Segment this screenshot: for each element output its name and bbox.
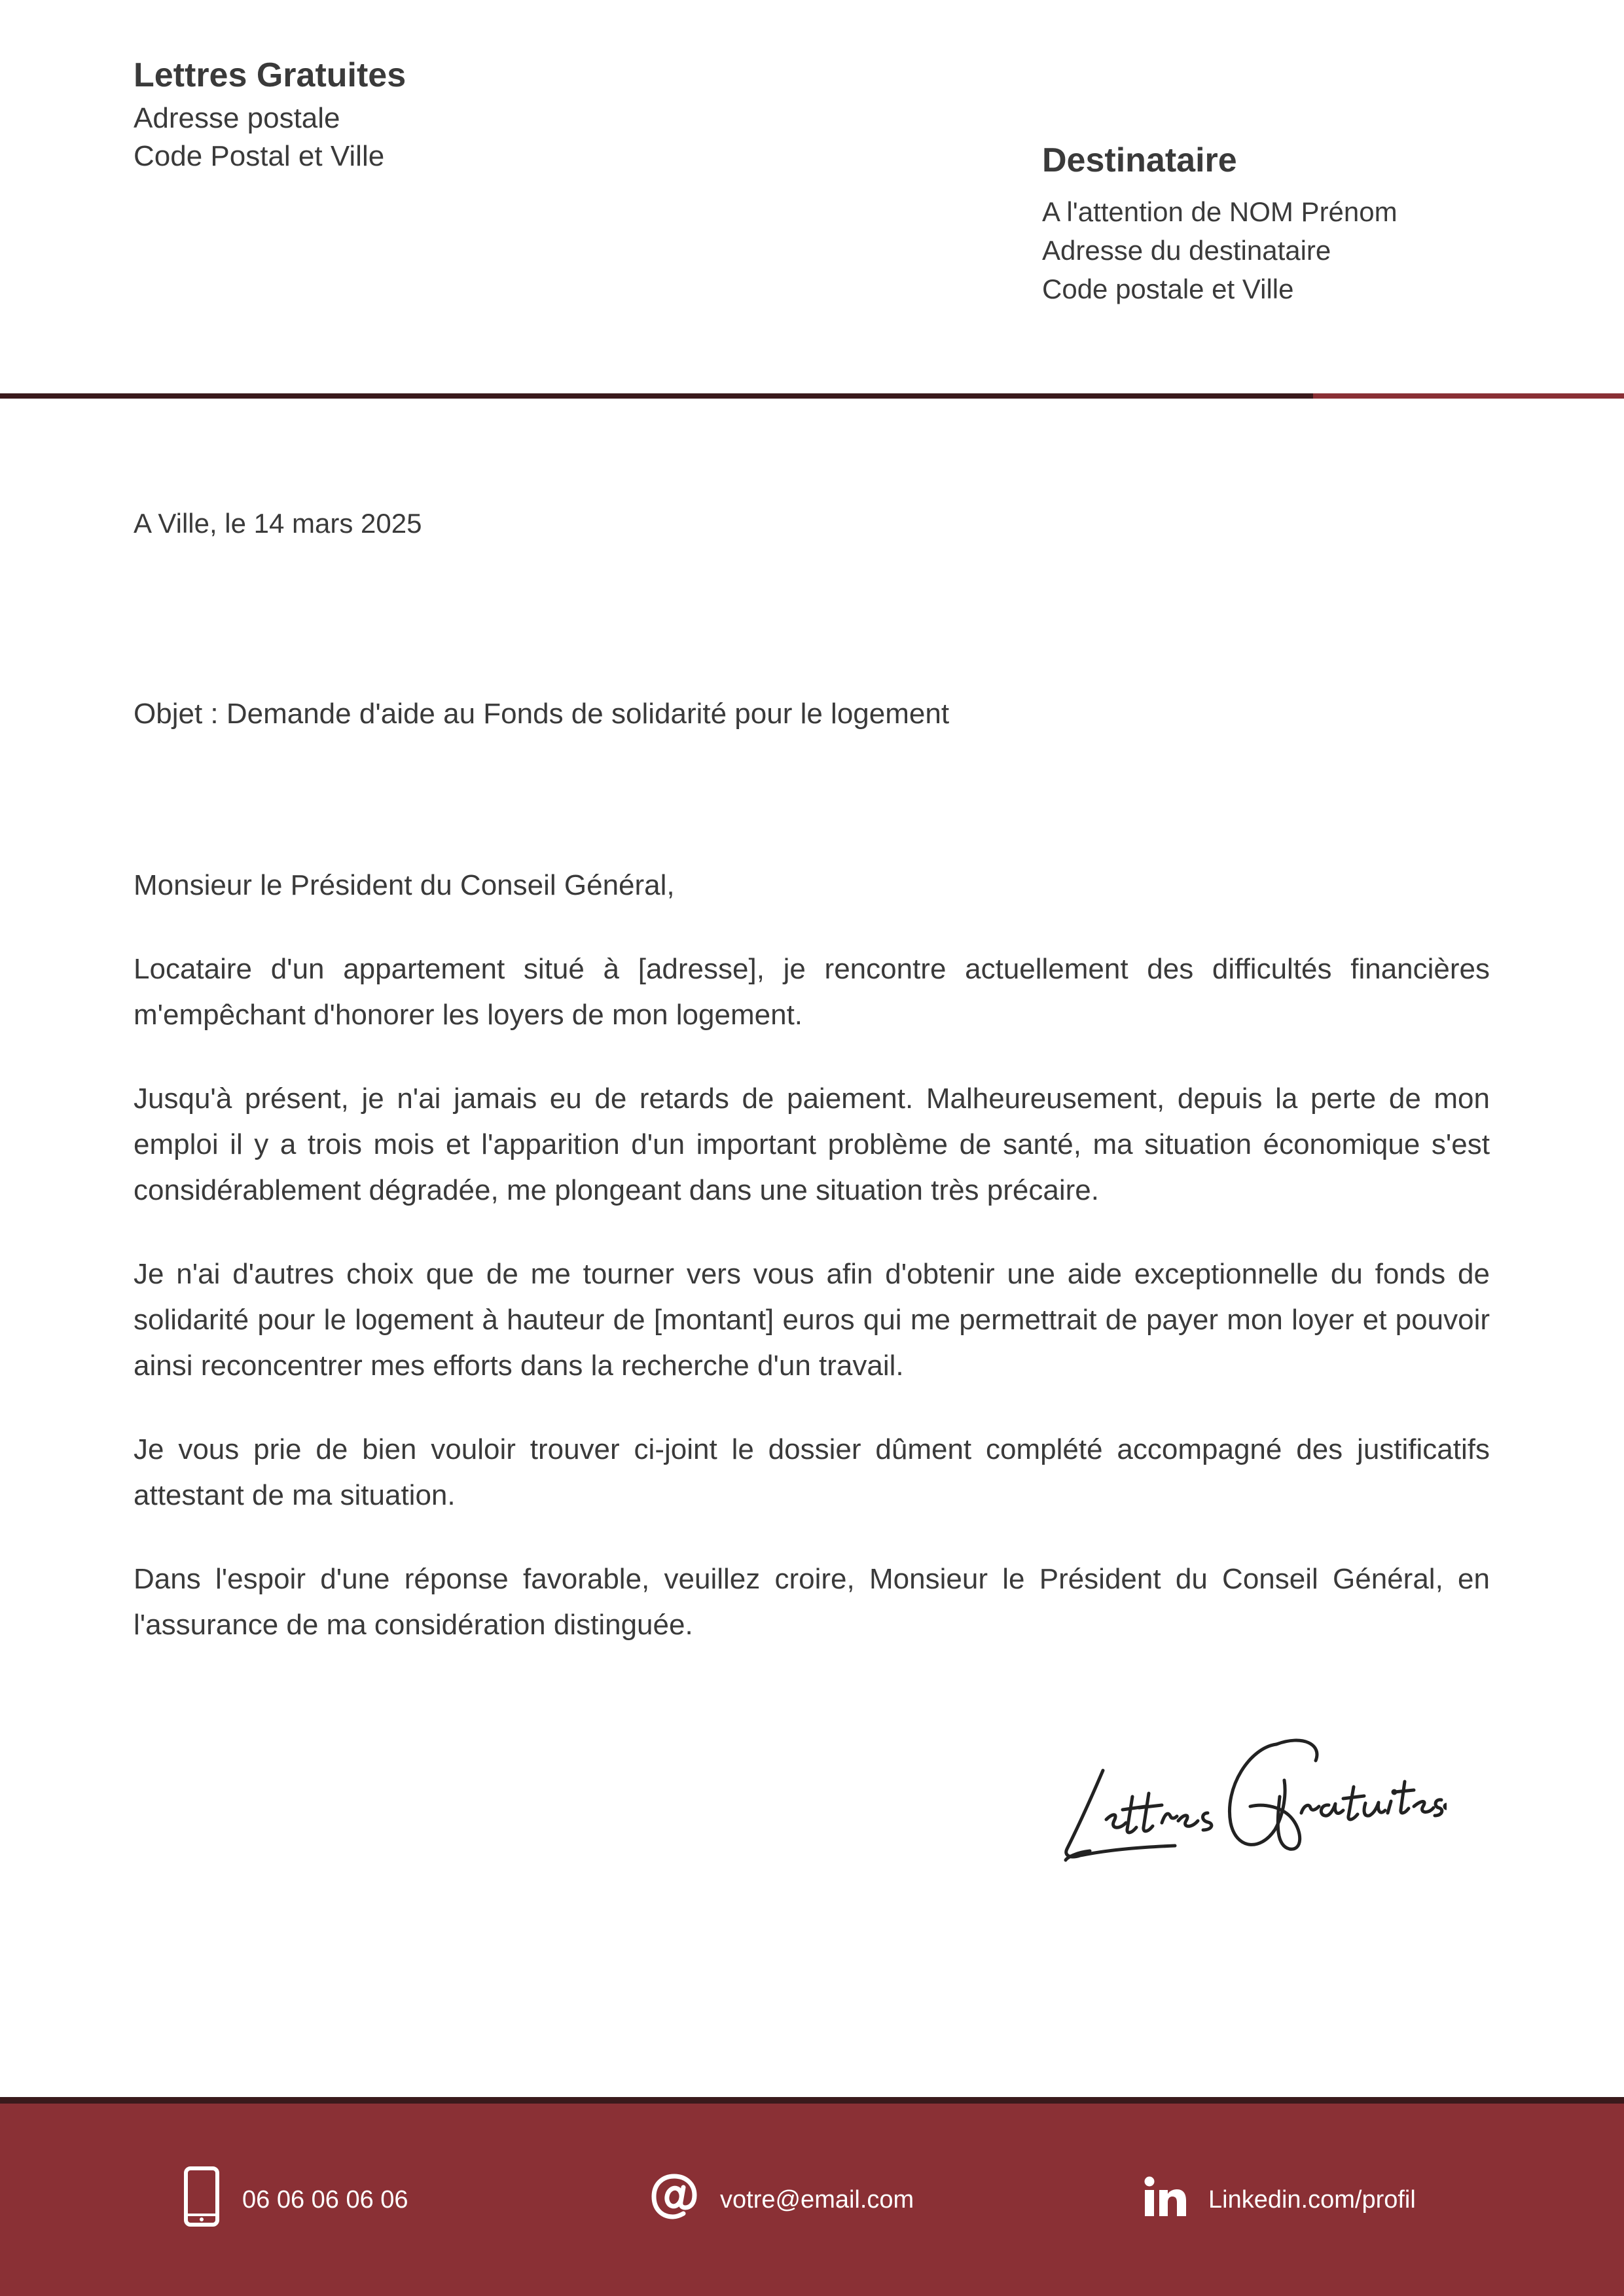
recipient-address: Adresse du destinataire — [1042, 235, 1331, 266]
at-icon — [651, 2173, 698, 2227]
handwritten-signature — [1041, 1708, 1447, 1878]
sender-city: Code Postal et Ville — [134, 140, 385, 172]
header-divider — [0, 393, 1313, 399]
sender-name: Lettres Gratuites — [134, 56, 406, 94]
sender-address: Adresse postale — [134, 102, 340, 134]
letter-paragraph: Dans l'espoir d'une réponse favorable, veuillez croire, Monsieur le Président du Conseil Général, en l'assurance de ma considération distinguée. — [134, 1563, 1490, 1641]
letter-paragraph: Locataire d'un appartement situé à [adresse], je rencontre actuellement des difficultés financières m'empêchant d'honorer les loyers de mon logement. — [134, 953, 1490, 1031]
recipient-city: Code postale et Ville — [1042, 274, 1294, 304]
recipient-title: Destinataire — [1042, 141, 1237, 179]
header-divider-accent — [1313, 393, 1624, 399]
footer-phone — [183, 2104, 408, 2296]
phone-number: 06 06 06 06 06 — [242, 2185, 408, 2214]
letter-paragraph: Je vous prie de bien vouloir trouver ci-joint le dossier dûment complété accompagné des justificatifs attestant de ma situation. — [134, 1433, 1490, 1511]
footer-linkedin — [1144, 2104, 1416, 2296]
footer — [0, 2104, 1624, 2296]
recipient-attention: A l'attention de NOM Prénom — [1042, 196, 1398, 227]
letter-body — [134, 863, 1490, 1686]
linkedin-icon — [1144, 2176, 1186, 2223]
letter-salutation: Monsieur le Président du Conseil Général, — [134, 869, 675, 901]
email-address: votre@email.com — [720, 2185, 914, 2214]
letter-date: A Ville, le 14 mars 2025 — [134, 508, 422, 539]
letter-paragraph: Jusqu'à présent, je n'ai jamais eu de retards de paiement. Malheureusement, depuis la perte de mon emploi il y a trois mois et l'apparition d'un important problème de santé, ma situation économique s'est considérablement dégradée, me plongeant dans une situation très précaire. — [134, 1083, 1490, 1206]
sender-block — [134, 51, 406, 175]
linkedin-url: Linkedin.com/profil — [1208, 2185, 1416, 2214]
footer-email — [651, 2104, 914, 2296]
letter-paragraph: Je n'ai d'autres choix que de me tourner vers vous afin d'obtenir une aide exceptionnelle du fonds de solidarité pour le logement à hauteur de [montant] euros qui me permettrait de payer mon loyer et pouvoir ainsi reconcentrer mes efforts dans la recherche d'un travail. — [134, 1258, 1490, 1382]
letter-subject: Objet : Demande d'aide au Fonds de solidarité pour le logement — [134, 698, 950, 730]
recipient-block — [1042, 136, 1398, 308]
footer-divider — [0, 2097, 1624, 2104]
phone-icon — [183, 2166, 220, 2233]
